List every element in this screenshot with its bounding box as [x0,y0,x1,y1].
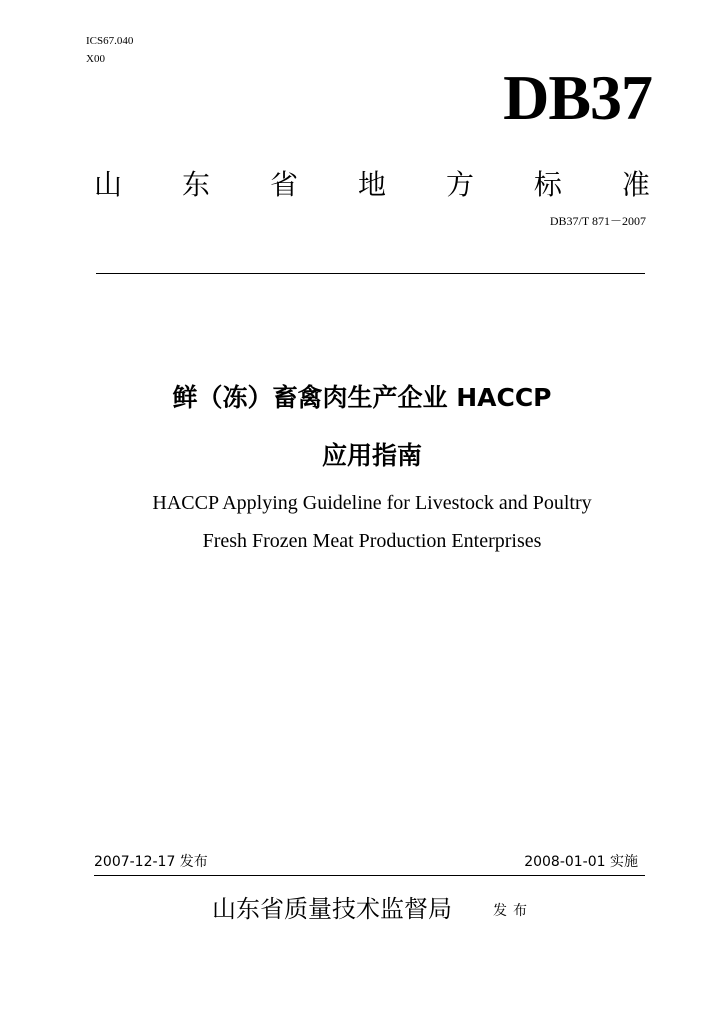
standard-name-char: 东 [181,168,210,201]
standard-name-char: 方 [445,168,474,201]
standard-name-char: 准 [621,168,650,201]
standard-name [94,165,650,205]
implement-date: 2008-01-01 实施 [524,854,638,870]
title-english-line1: HACCP Applying Guideline for Livestock and Poultry [152,492,592,514]
standard-name-char: 山 [94,168,123,201]
standard-code: DB37/T 871－2007 [549,214,646,228]
standard-name-char: 标 [533,168,562,201]
issue-label: 发布 [493,903,533,919]
title-english-line2: Fresh Frozen Meat Production Enterprises [202,530,542,552]
ics-code: ICS67.040 [86,35,134,47]
standard-name-char: 地 [357,168,386,201]
footer-divider [94,875,645,876]
title-chinese-line2: 应用指南 [321,441,422,470]
issuing-authority: 山东省质量技术监督局 [212,895,452,923]
classification-code: X00 [86,53,105,65]
title-chinese-line1: 鲜（冻）畜禽肉生产企业 HACCP [172,383,552,412]
db-code: DB37 [503,62,652,133]
issue-date: 2007-12-17 发布 [94,854,208,870]
header-divider [96,273,645,274]
standard-name-char: 省 [269,168,298,201]
